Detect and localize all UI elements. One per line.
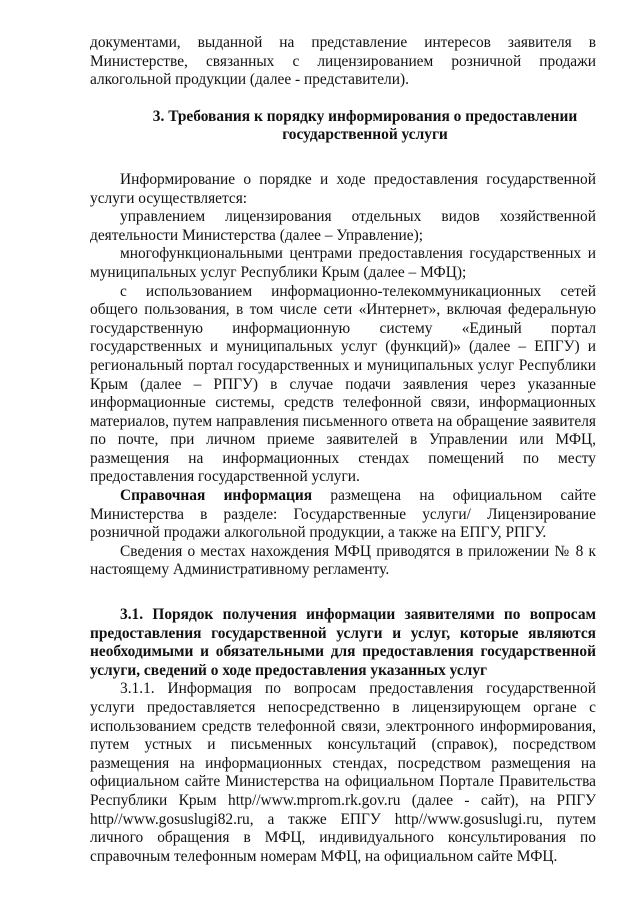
section-3-heading: 3. Требования к порядку информирования о предоставлении государственной услуги xyxy=(152,107,578,144)
intro-paragraph: документами, выданной на представление интересов заявителя в Министерстве, связанных с лицензированием розничной продажи алкогольной продукции (далее - представители). xyxy=(90,34,596,89)
paragraph-3-1-1: 3.1.1. Информация по вопросам предоставления государственной услуги предоставляется непосредственно в лицензирующем органе с использованием средств телефонной связи, электронного информирования, путем устных и письменных консультаций (справок), посредством размещения на информационных стендах, посредством размещения на официальном сайте Министерства на официальном Портале Правительства Республики Крым http//www.mprom.rk.gov.ru (далее - сайт), на РПГУ http//www.gosuslugi82.ru, а также ЕПГУ http//www.gosuslugi.ru, путем личного обращения в МФЦ, индивидуального консультирования по справочным телефонным номерам МФЦ, на официальном сайте МФЦ. xyxy=(90,680,596,865)
mfc-locations-paragraph: Сведения о местах нахождения МФЦ приводятся в приложении № 8 к настоящему Административному регламенту. xyxy=(90,542,596,579)
list-item-mfc: многофункциональными центрами предоставления государственных и муниципальных услуг Республики Крым (далее – МФЦ); xyxy=(90,245,596,281)
list-item-internet: с использованием информационно-телекоммуникационных сетей общего пользования, в том числе сети «Интернет», включая федеральную государственную информационную систему «Единый портал государственных и муниципальных услуг (функций)» (далее – ЕПГУ) и региональный портал государственных и муниципальных услуг Республики Крым (далее – РПГУ) в случае подачи заявления через указанные информационные системы, средств телефонной связи, информационных материалов, путем направления письменного ответа на обращение заявителя по почте, при личном приеме заявителей в Управлении или МФЦ, размещения на информационных стендах помещений по месту предоставления государственной услуги. xyxy=(90,282,596,486)
reference-info-paragraph xyxy=(90,487,596,543)
reference-info-text: размещена на официальном сайте Министерства в разделе: Государственные услуги/ Лицензирование розничной продажи алкогольной продукции, а также на ЕПГУ, РПГУ. xyxy=(90,487,597,542)
document-page xyxy=(90,34,596,866)
reference-info-bold: Справочная информация xyxy=(120,487,313,505)
list-item-upravlenie: управлением лицензирования отдельных видов хозяйственной деятельности Министерства (далее – Управление); xyxy=(90,208,596,244)
section-3-1-heading: 3.1. Порядок получения информации заявителями по вопросам предоставления государственной услуги и услуг, которые являются необходимыми и обязательными для предоставления государственной услуги, сведений о ходе предоставления указанных услуг xyxy=(90,606,596,679)
info-intro-paragraph: Информирование о порядке и ходе предоставления государственной услуги осуществляется: xyxy=(90,170,596,207)
